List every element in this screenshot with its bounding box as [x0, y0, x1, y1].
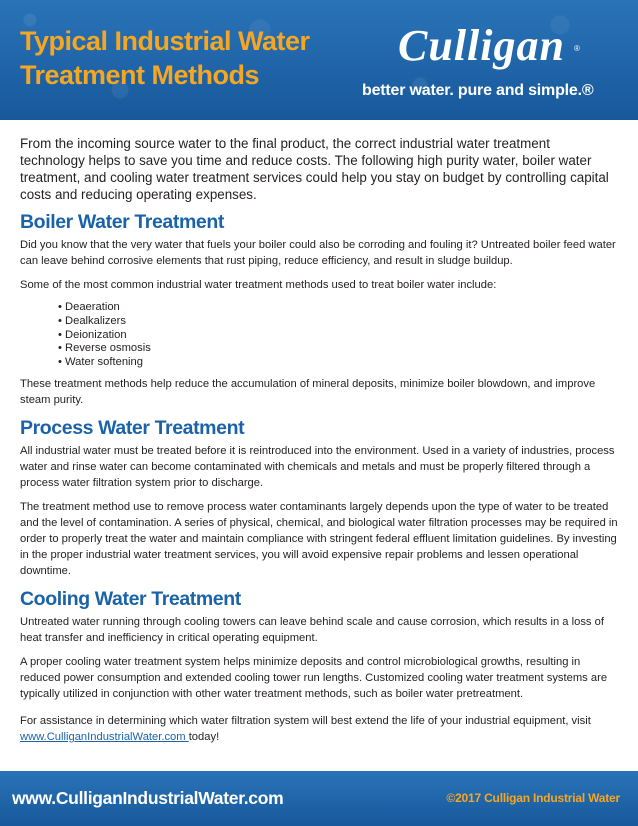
header-banner [0, 0, 638, 120]
title-line-1: Typical Industrial Water [20, 26, 310, 56]
footer-copyright: ©2017 Culligan Industrial Water [446, 791, 620, 805]
cta-text: For assistance in determining which water filtration system will best extend the life of your industrial equipment, visit [20, 714, 591, 727]
main-content [20, 135, 618, 753]
list-item: • Water softening [58, 356, 618, 370]
brand-tagline: better water. pure and simple.® [362, 82, 594, 99]
boiler-heading: Boiler Water Treatment [20, 211, 224, 233]
cooling-paragraph-3 [20, 713, 618, 745]
cooling-heading: Cooling Water Treatment [20, 587, 241, 610]
culligan-logo: Culligan [398, 21, 565, 70]
cta-text-end: today! [188, 730, 220, 743]
footer-website[interactable]: www.CulliganIndustrialWater.com [12, 788, 284, 808]
logo-registered-mark: ® [574, 44, 580, 53]
process-paragraph-1: All industrial water must be treated before it is reintroduced into the environment. Used in a variety of industries, process water and rinse water can become contaminated with chemicals and metals and must be properly filtered through a process water filtration system prior to discharge. [20, 444, 615, 489]
process-paragraph-2: The treatment method use to remove process water contaminants largely depends upon the type of water to be treated and the level of contamination. A series of physical, chemical, and biological water filtration processes may be required in order to properly treat the water and maintain compliance with stringent federal effluent limitation guidelines. By investing in the proper industrial water treatment services, you will avoid expensive repair problems and lessen operational downtime. [20, 500, 618, 577]
boiler-paragraph-2: Some of the most common industrial water treatment methods used to treat boiler water include: [20, 279, 497, 291]
page-title [20, 24, 350, 92]
footer-banner [0, 771, 638, 826]
website-link[interactable]: www.CulliganIndustrialWater.com [20, 730, 189, 743]
list-item: • Reverse osmosis [58, 342, 618, 356]
process-heading: Process Water Treatment [20, 416, 245, 439]
intro-paragraph: From the incoming source water to the final product, the correct industrial water treatment technology helps to save you time and reduce costs. The following high purity water, boiler water treatment, and cooling water treatment services could help you stay on budget by controlling capital costs and reducing operating expenses. [20, 136, 609, 202]
boiler-methods-list [20, 301, 618, 370]
list-item: • Deionization [58, 329, 618, 343]
title-line-2: Treatment Methods [20, 60, 260, 90]
boiler-paragraph-3: These treatment methods help reduce the accumulation of mineral deposits, minimize boiler blowdown, and improve steam purity. [20, 377, 596, 406]
list-item: • Deaeration [58, 301, 618, 315]
list-item: • Dealkalizers [58, 315, 618, 329]
boiler-paragraph-1: Did you know that the very water that fuels your boiler could also be corroding and fouling it? Untreated boiler feed water can leave behind corrosive elements that rust piping, reduce efficiency, and result in sludge buildup. [20, 239, 616, 267]
cooling-paragraph-2: A proper cooling water treatment system helps minimize deposits and control microbiological growths, resulting in reduced power consumption and extended cooling tower run lengths. Customized cooling water treatment systems are typically utilized in conjunction with other water treatment methods, such as boiler water pretreatment. [20, 655, 608, 700]
cooling-paragraph-1: Untreated water running through cooling towers can leave behind scale and cause corrosion, which results in a loss of heat transfer and inefficiency in critical operating equipment. [20, 615, 604, 644]
